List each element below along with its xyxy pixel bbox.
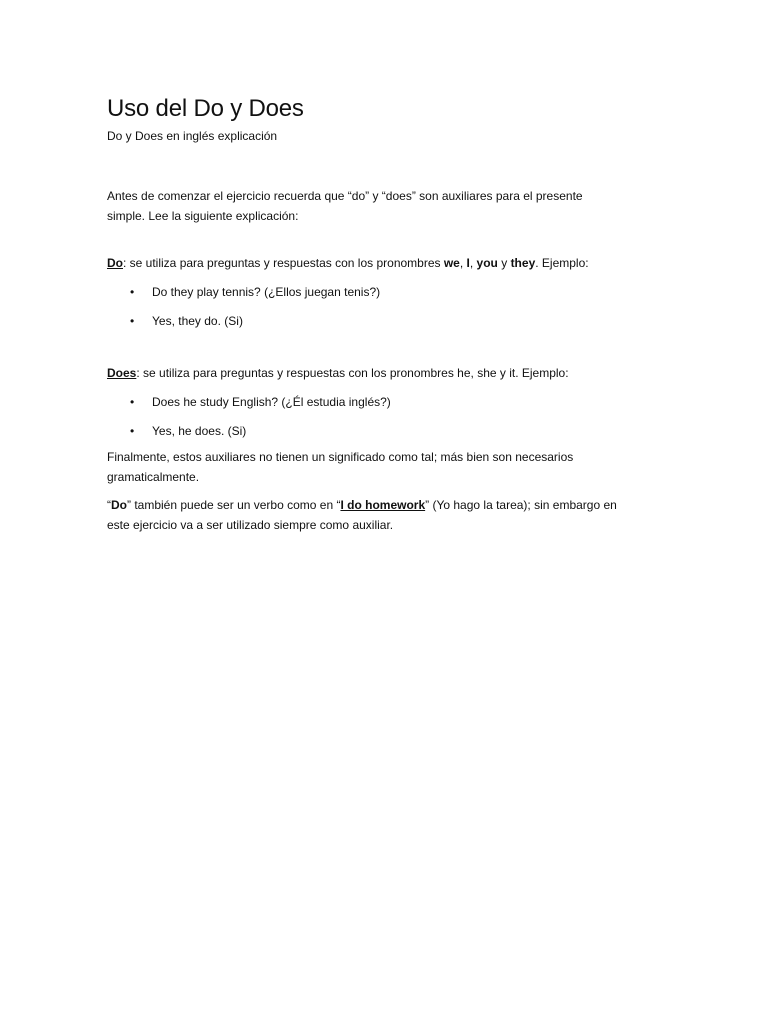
document-content <box>107 92 667 535</box>
final-line-2: gramaticalmente. <box>107 470 200 484</box>
intro-line-1: Antes de comenzar el ejercicio recuerda que “do” y “does” son auxiliares para el presente <box>107 189 583 203</box>
intro-line-2: simple. Lee la siguiente explicación: <box>107 209 299 223</box>
do-example-question: Do they play tennis? (¿Ellos juegan tenis?) <box>152 285 381 299</box>
subtitle: Do y Does en inglés explicación <box>107 129 278 143</box>
do-pronoun-we: we <box>443 256 460 270</box>
bullet-icon: • <box>130 285 135 299</box>
does-examples-list <box>107 392 667 441</box>
note-example: I do homework <box>340 498 426 512</box>
bullet-icon: • <box>130 424 135 438</box>
do-definition <box>107 253 667 273</box>
do-examples-list <box>107 282 667 331</box>
does-definition <box>107 363 667 383</box>
note-line-2: este ejercicio va a ser utilizado siempre como auxiliar. <box>107 518 394 532</box>
note-open-quote: “ <box>107 498 111 512</box>
does-text: : se utiliza para preguntas y respuestas con los pronombres he, she y it. Ejemplo: <box>136 366 569 380</box>
list-item <box>107 421 667 441</box>
do-pronoun-i: I <box>466 256 470 270</box>
bullet-icon: • <box>130 395 135 409</box>
do-pronoun-they: they <box>510 256 536 270</box>
list-item <box>107 392 667 412</box>
do-example-answer: Yes, they do. (Si) <box>152 314 243 328</box>
bullet-icon: • <box>130 314 135 328</box>
do-text-before: : se utiliza para preguntas y respuestas con los pronombres <box>123 256 444 270</box>
does-term: Does <box>107 366 137 380</box>
do-pronoun-you: you <box>476 256 498 270</box>
note-text-2: ” (Yo hago la tarea); sin embargo en <box>425 498 617 512</box>
does-example-answer: Yes, he does. (Si) <box>152 424 247 438</box>
does-example-question: Does he study English? (¿Él estudia inglés?) <box>152 395 391 409</box>
list-item <box>107 282 667 302</box>
intro-paragraph <box>107 186 667 226</box>
page-title: Uso del Do y Does <box>107 95 304 122</box>
final-line-1: Finalmente, estos auxiliares no tienen un significado como tal; más bien son necesarios <box>107 450 574 464</box>
note-text-1: ” también puede ser un verbo como en “ <box>127 498 341 512</box>
final-paragraph <box>107 447 667 487</box>
note-paragraph <box>107 495 667 535</box>
do-sep-1: , <box>459 256 467 270</box>
list-item <box>107 311 667 331</box>
do-sep-2: , <box>469 256 477 270</box>
do-term: Do <box>107 256 123 270</box>
do-sep-3: y <box>497 256 511 270</box>
do-text-after: . Ejemplo: <box>535 256 589 270</box>
note-do-term: Do <box>111 498 127 512</box>
